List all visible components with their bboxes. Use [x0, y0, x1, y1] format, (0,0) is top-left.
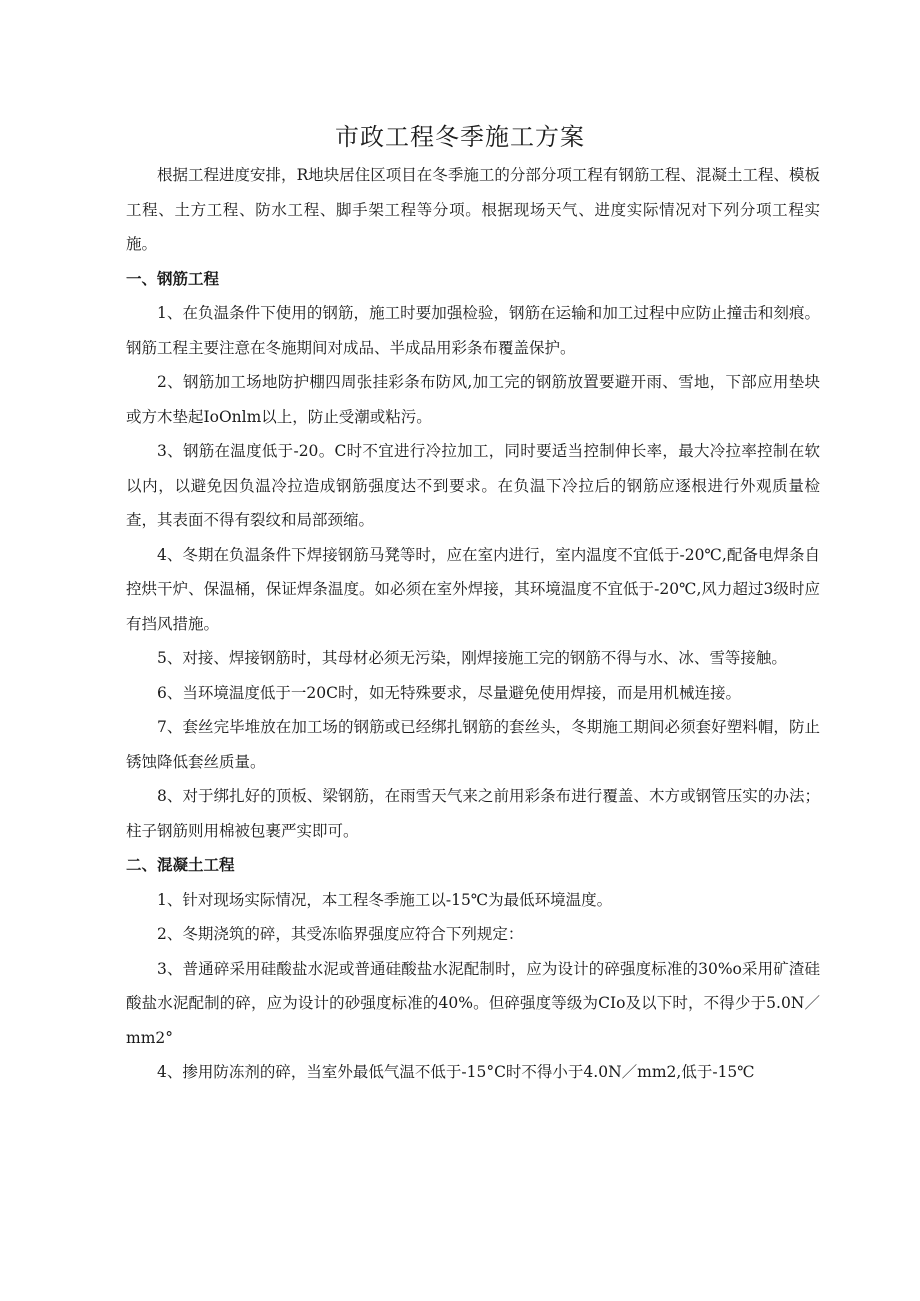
document-body: [126, 158, 820, 1090]
rebar-item: 7、套丝完毕堆放在加工场的钢筋或已经绑扎钢筋的套丝头，冬期施工期间必须套好塑料帽，防止锈蚀降低套丝质量。: [126, 718, 820, 771]
intro-paragraph: 根据工程进度安排，R地块居住区项目在冬季施工的分部分项工程有钢筋工程、混凝土工程、模板工程、土方工程、防水工程、脚手架工程等分项。根据现场天气、进度实际情况对下列分项工程实施。: [126, 166, 820, 253]
concrete-item: 3、普通碎采用硅酸盐水泥或普通硅酸盐水泥配制时，应为设计的碎强度标准的30%o采用矿渣硅酸盐水泥配制的碎，应为设计的砂强度标准的40%。但碎强度等级为CIo及以下时，不得少于5.0N／mm2°: [126, 959, 820, 1047]
rebar-item: 5、对接、焊接钢筋时，其母材必须无污染，刚焊接施工完的钢筋不得与水、冰、雪等接触。: [157, 649, 787, 667]
rebar-item: 4、冬期在负温条件下焊接钢筋马凳等时，应在室内进行，室内温度不宜低于-20℃,配备电焊条自控烘干炉、保温桶，保证焊条温度。如必须在室外焊接，其环境温度不宜低于-20℃,风力超过3级时应有挡风措施。: [126, 545, 820, 633]
rebar-item: 3、钢筋在温度低于-20。C时不宜进行冷拉加工，同时要适当控制伸长率，最大冷拉率控制在软以内，以避免因负温冷拉造成钢筋强度达不到要求。在负温下冷拉后的钢筋应逐根进行外观质量检查，其表面不得有裂纹和局部颈缩。: [126, 442, 820, 529]
rebar-item: 6、当环境温度低于一20C时，如无特殊要求，尽量避免使用焊接，而是用机械连接。: [157, 683, 741, 702]
concrete-item: 4、掺用防冻剂的碎，当室外最低气温不低于-15°C时不得小于4.0N／mm2,低于-15℃: [157, 1063, 755, 1081]
rebar-item: 8、对于绑扎好的顶板、梁钢筋，在雨雪天气来之前用彩条布进行覆盖、木方或钢管压实的办法；柱子钢筋则用棉被包裹严实即可。: [126, 787, 820, 840]
section-heading-concrete: 二、混凝土工程: [126, 856, 235, 874]
concrete-item: 1、针对现场实际情况，本工程冬季施工以-15℃为最低环境温度。: [157, 890, 613, 909]
page-title: 市政工程冬季施工方案: [335, 123, 585, 151]
section-heading-rebar: 一、钢筋工程: [126, 269, 220, 288]
rebar-item: 1、在负温条件下使用的钢筋，施工时要加强检验，钢筋在运输和加工过程中应防止撞击和刻痕。钢筋工程主要注意在冬施期间对成品、半成品用彩条布覆盖保护。: [126, 304, 820, 357]
concrete-item: 2、冬期浇筑的碎，其受冻临界强度应符合下列规定：: [157, 925, 524, 943]
rebar-item: 2、钢筋加工场地防护棚四周张挂彩条布防风,加工完的钢筋放置要避开雨、雪地，下部应用垫块或方木垫起IoOnlm以上，防止受潮或粘污。: [126, 373, 820, 426]
